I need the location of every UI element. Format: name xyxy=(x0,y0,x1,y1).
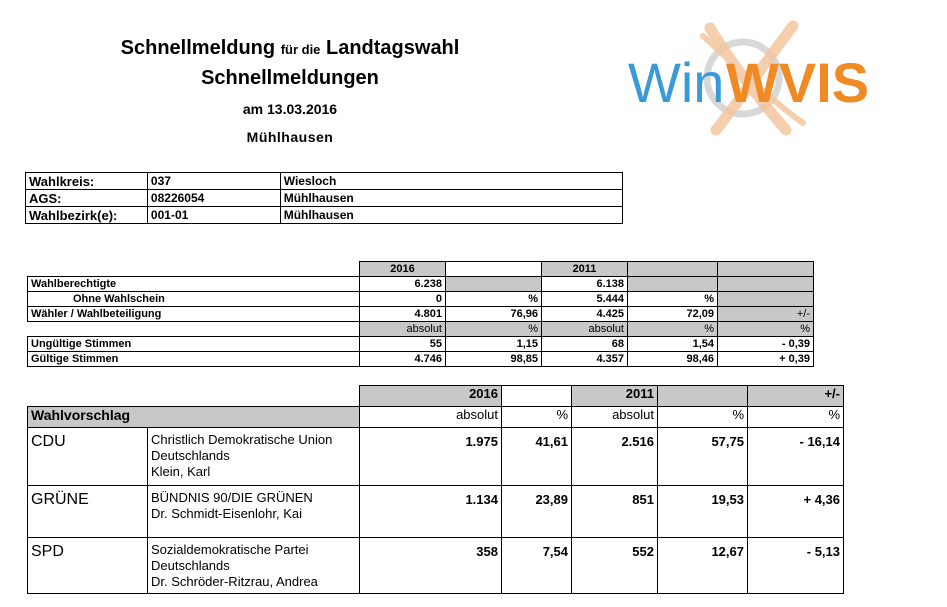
parties-subheader-row xyxy=(28,407,844,428)
parties-abs-header: absolut xyxy=(360,407,502,428)
stats-row-ungueltig xyxy=(28,337,814,352)
logo-wvis-text: WVIS xyxy=(726,51,870,114)
stats-label: Gültige Stimmen xyxy=(28,352,360,367)
stats-value: 55 xyxy=(360,337,446,352)
parties-table xyxy=(27,385,844,594)
party-pct-2011: 12,67 xyxy=(658,538,748,594)
party-name-line: Sozialdemokratische Partei xyxy=(151,542,309,557)
party-name xyxy=(148,428,360,486)
parties-header-row xyxy=(28,386,844,407)
party-votes-2016: 358 xyxy=(360,538,502,594)
stats-pct-header: % xyxy=(718,322,814,337)
stats-label: Wahlberechtigte xyxy=(28,277,360,292)
parties-year2: 2011 xyxy=(572,386,658,407)
party-candidate: Dr. Schmidt-Eisenlohr, Kai xyxy=(151,506,303,521)
party-row-cdu xyxy=(28,428,844,486)
parties-pct-header: % xyxy=(502,407,572,428)
party-diff: - 16,14 xyxy=(748,428,844,486)
party-row-gruene xyxy=(28,486,844,538)
stats-diff: +/- xyxy=(718,307,814,322)
info-name: Wiesloch xyxy=(280,173,622,190)
party-short: GRÜNE xyxy=(28,486,148,538)
stats-header-row xyxy=(28,262,814,277)
stats-label: Ohne Wahlschein xyxy=(28,292,360,307)
info-label: Wahlbezirk(e): xyxy=(26,207,148,224)
parties-pct-header: % xyxy=(658,407,748,428)
party-diff: + 4,36 xyxy=(748,486,844,538)
parties-pct-header: % xyxy=(748,407,844,428)
info-row-wahlbezirk xyxy=(26,207,623,224)
party-name-line: BÜNDNIS 90/DIE GRÜNEN xyxy=(151,490,313,505)
date-value: 13.03.2016 xyxy=(267,101,338,117)
stats-diff: - 0,39 xyxy=(718,337,814,352)
report-date xyxy=(0,101,580,117)
party-diff: - 5,13 xyxy=(748,538,844,594)
party-candidate: Klein, Karl xyxy=(151,464,211,479)
info-code: 037 xyxy=(147,173,280,190)
info-code: 001-01 xyxy=(147,207,280,224)
party-votes-2011: 851 xyxy=(572,486,658,538)
party-pct-2016: 7,54 xyxy=(502,538,572,594)
stats-pct: 1,15 xyxy=(446,337,542,352)
stats-pct: 1,54 xyxy=(628,337,718,352)
party-pct-2016: 41,61 xyxy=(502,428,572,486)
parties-diff-header: +/- xyxy=(748,386,844,407)
stats-pct-header: % xyxy=(628,322,718,337)
stats-value: 0 xyxy=(360,292,446,307)
stats-pct: 72,09 xyxy=(628,307,718,322)
party-votes-2016: 1.134 xyxy=(360,486,502,538)
party-short: CDU xyxy=(28,428,148,486)
party-votes-2016: 1.975 xyxy=(360,428,502,486)
party-row-spd xyxy=(28,538,844,594)
stats-value: 6.138 xyxy=(542,277,628,292)
info-code: 08226054 xyxy=(147,190,280,207)
info-label: AGS: xyxy=(26,190,148,207)
stats-pct: 98,85 xyxy=(446,352,542,367)
party-name-line: Deutschlands xyxy=(151,448,230,463)
party-candidate: Dr. Schröder-Ritzrau, Andrea xyxy=(151,574,318,589)
report-subtitle: Schnellmeldungen xyxy=(201,67,379,89)
stats-pct: % xyxy=(446,292,542,307)
stats-label: Wähler / Wahlbeteiligung xyxy=(28,307,360,322)
stats-subheader-row xyxy=(28,322,814,337)
report-title xyxy=(0,37,580,60)
party-name-line: Deutschlands xyxy=(151,558,230,573)
party-votes-2011: 552 xyxy=(572,538,658,594)
stats-pct: % xyxy=(628,292,718,307)
info-row-wahlkreis xyxy=(26,173,623,190)
info-label: Wahlkreis: xyxy=(26,173,148,190)
stats-value: 5.444 xyxy=(542,292,628,307)
stats-value: 4.801 xyxy=(360,307,446,322)
info-name: Mühlhausen xyxy=(280,190,622,207)
stats-year1: 2016 xyxy=(360,262,446,277)
party-votes-2011: 2.516 xyxy=(572,428,658,486)
stats-label: Ungültige Stimmen xyxy=(28,337,360,352)
party-name xyxy=(148,486,360,538)
stats-diff: + 0,39 xyxy=(718,352,814,367)
parties-year1: 2016 xyxy=(360,386,502,407)
winwvis-logo-graphic xyxy=(618,18,918,138)
stats-value: 4.425 xyxy=(542,307,628,322)
party-short: SPD xyxy=(28,538,148,594)
stats-abs-header: absolut xyxy=(360,322,446,337)
stats-pct: 98,46 xyxy=(628,352,718,367)
stats-abs-header: absolut xyxy=(542,322,628,337)
stats-value: 4.357 xyxy=(542,352,628,367)
info-table xyxy=(25,172,623,224)
stats-row-waehler xyxy=(28,307,814,322)
logo-win-text: Win xyxy=(628,51,725,114)
stats-value: 6.238 xyxy=(360,277,446,292)
stats-table xyxy=(27,261,814,367)
report-place: Mühlhausen xyxy=(246,129,334,145)
title-main: Schnellmeldung xyxy=(120,37,276,59)
parties-abs-header: absolut xyxy=(572,407,658,428)
stats-pct-header: % xyxy=(446,322,542,337)
title-small: für die xyxy=(280,42,321,57)
wahlvorschlag-header: Wahlvorschlag xyxy=(28,407,360,428)
winwvis-logo xyxy=(618,18,918,138)
party-name-line: Christlich Demokratische Union xyxy=(151,432,333,447)
date-prefix: am xyxy=(242,101,264,117)
party-name xyxy=(148,538,360,594)
stats-pct: 76,96 xyxy=(446,307,542,322)
stats-year2: 2011 xyxy=(542,262,628,277)
info-row-ags xyxy=(26,190,623,207)
stats-row-wahlberechtigte xyxy=(28,277,814,292)
party-pct-2016: 23,89 xyxy=(502,486,572,538)
stats-row-ohne-wahlschein xyxy=(28,292,814,307)
party-pct-2011: 19,53 xyxy=(658,486,748,538)
party-pct-2011: 57,75 xyxy=(658,428,748,486)
stats-value: 4.746 xyxy=(360,352,446,367)
stats-value: 68 xyxy=(542,337,628,352)
info-name: Mühlhausen xyxy=(280,207,622,224)
stats-row-gueltig xyxy=(28,352,814,367)
title-end: Landtagswahl xyxy=(325,37,460,59)
